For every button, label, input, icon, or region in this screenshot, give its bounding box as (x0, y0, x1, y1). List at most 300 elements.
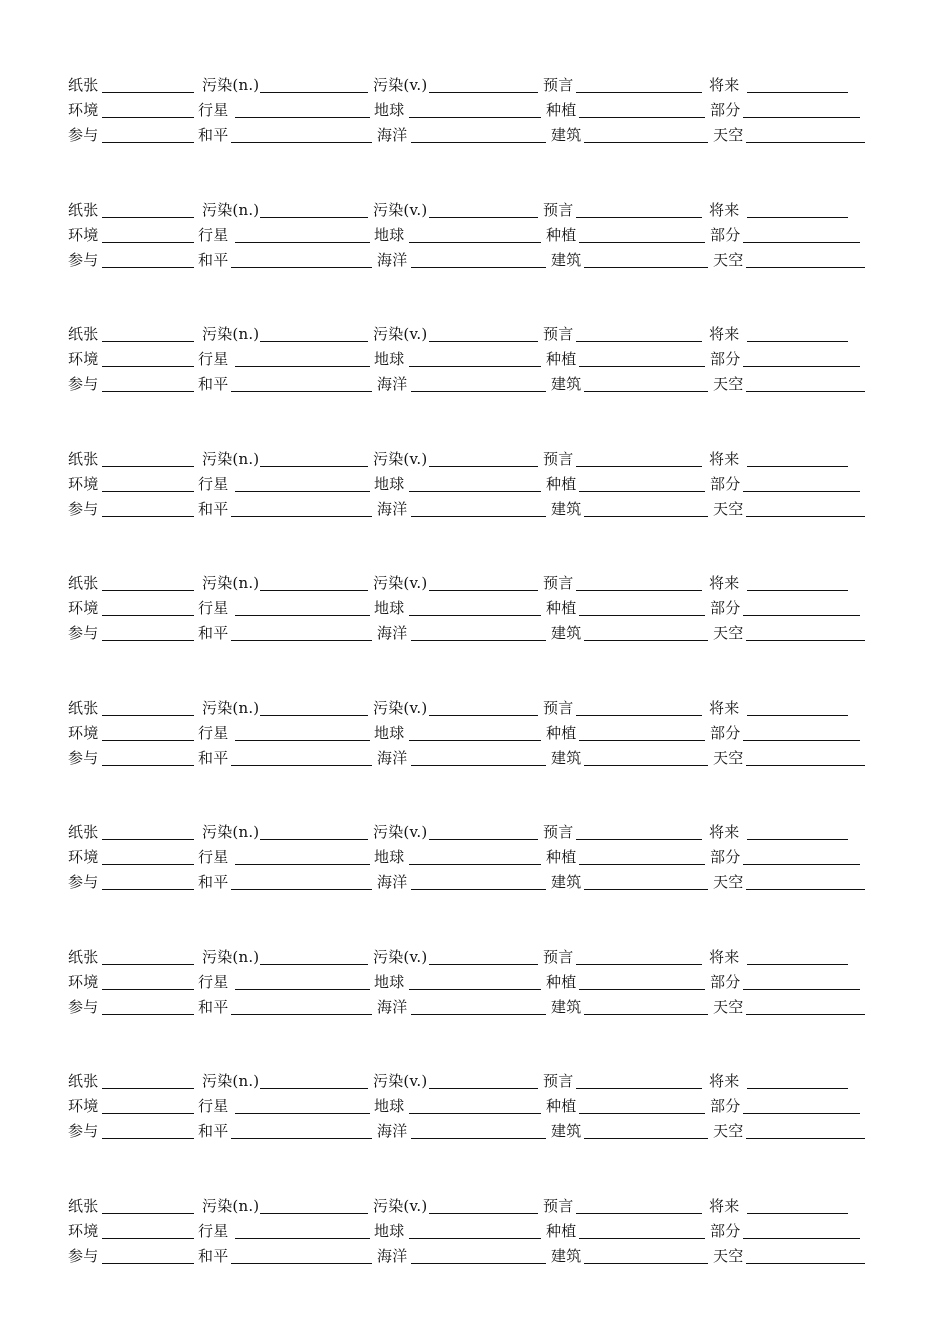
vocab-item (373, 1195, 538, 1217)
answer-blank[interactable] (429, 217, 538, 218)
vocab-item (373, 1070, 538, 1092)
vocab-word: 预言 (543, 574, 574, 592)
answer-blank[interactable] (235, 117, 370, 118)
vocab-row (0, 946, 950, 968)
answer-blank[interactable] (747, 839, 848, 840)
vocab-word: 建筑 (551, 500, 582, 518)
answer-blank[interactable] (260, 590, 368, 591)
answer-blank[interactable] (231, 765, 372, 766)
answer-blank[interactable] (746, 142, 865, 143)
vocab-item (546, 971, 705, 993)
answer-blank[interactable] (584, 1138, 708, 1139)
vocab-word: 海洋 (377, 624, 408, 642)
vocab-item (198, 722, 370, 744)
vocab-word: 种植 (546, 475, 577, 493)
answer-blank[interactable] (102, 640, 194, 641)
answer-blank[interactable] (231, 1014, 372, 1015)
vocab-word: 行星 (198, 101, 229, 119)
vocab-item (68, 1195, 194, 1217)
vocab-word: 天空 (713, 749, 744, 767)
answer-blank[interactable] (102, 889, 194, 890)
vocab-word: 建筑 (551, 624, 582, 642)
answer-blank[interactable] (743, 864, 860, 865)
answer-blank[interactable] (746, 391, 865, 392)
answer-blank[interactable] (429, 1213, 538, 1214)
answer-blank[interactable] (743, 1113, 860, 1114)
answer-blank[interactable] (235, 1113, 370, 1114)
answer-blank[interactable] (746, 640, 865, 641)
vocab-row (0, 1245, 950, 1267)
vocab-word: 将来 (709, 699, 740, 717)
vocab-item (713, 373, 865, 395)
answer-blank[interactable] (429, 92, 538, 93)
vocab-item (68, 74, 194, 96)
vocab-row (0, 1220, 950, 1242)
answer-blank[interactable] (747, 1213, 848, 1214)
vocab-item (710, 99, 860, 121)
answer-blank[interactable] (260, 92, 368, 93)
answer-blank[interactable] (747, 590, 848, 591)
answer-blank[interactable] (411, 516, 546, 517)
answer-blank[interactable] (231, 267, 372, 268)
answer-blank[interactable] (743, 615, 860, 616)
answer-blank[interactable] (584, 267, 708, 268)
vocab-word: 将来 (709, 823, 740, 841)
answer-blank[interactable] (409, 366, 541, 367)
answer-blank[interactable] (102, 242, 194, 243)
answer-blank[interactable] (102, 590, 194, 591)
answer-blank[interactable] (411, 391, 546, 392)
vocab-word: 地球 (374, 599, 405, 617)
vocab-item (543, 697, 702, 719)
vocab-item (373, 697, 538, 719)
answer-blank[interactable] (102, 366, 194, 367)
vocab-item (713, 871, 865, 893)
answer-blank[interactable] (260, 1088, 368, 1089)
answer-blank[interactable] (429, 839, 538, 840)
vocab-item (377, 622, 546, 644)
answer-blank[interactable] (231, 142, 372, 143)
vocab-word: 参与 (68, 873, 99, 891)
answer-blank[interactable] (260, 466, 368, 467)
answer-blank[interactable] (411, 1138, 546, 1139)
vocab-item (68, 199, 194, 221)
answer-blank[interactable] (231, 889, 372, 890)
answer-blank[interactable] (747, 217, 848, 218)
vocab-item (543, 946, 702, 968)
vocab-item (377, 996, 546, 1018)
vocab-word: 将来 (709, 574, 740, 592)
vocab-item (551, 871, 708, 893)
answer-blank[interactable] (584, 516, 708, 517)
answer-blank[interactable] (743, 366, 860, 367)
answer-blank[interactable] (102, 615, 194, 616)
vocab-word: 和平 (198, 873, 229, 891)
vocab-item (710, 473, 860, 495)
answer-blank[interactable] (576, 715, 702, 716)
answer-blank[interactable] (102, 142, 194, 143)
answer-blank[interactable] (429, 715, 538, 716)
vocab-word: 环境 (68, 350, 99, 368)
vocab-word: 预言 (543, 76, 574, 94)
vocab-word: 污染(v.) (373, 450, 428, 468)
vocab-word: 和平 (198, 126, 229, 144)
vocab-word: 污染(v.) (373, 325, 428, 343)
answer-blank[interactable] (409, 1238, 541, 1239)
answer-blank[interactable] (747, 964, 848, 965)
answer-blank[interactable] (576, 964, 702, 965)
answer-blank[interactable] (102, 715, 194, 716)
vocab-row (0, 199, 950, 221)
vocab-word: 纸张 (68, 948, 99, 966)
vocab-word: 和平 (198, 251, 229, 269)
answer-blank[interactable] (102, 341, 194, 342)
vocab-item (374, 99, 541, 121)
vocab-item (202, 199, 368, 221)
answer-blank[interactable] (584, 1263, 708, 1264)
answer-blank[interactable] (102, 491, 194, 492)
answer-blank[interactable] (260, 964, 368, 965)
answer-blank[interactable] (579, 1113, 705, 1114)
vocab-word: 部分 (710, 1222, 741, 1240)
vocab-item (198, 1120, 372, 1142)
answer-blank[interactable] (231, 391, 372, 392)
vocab-row (0, 971, 950, 993)
answer-blank[interactable] (235, 989, 370, 990)
answer-blank[interactable] (743, 989, 860, 990)
answer-blank[interactable] (102, 217, 194, 218)
vocab-word: 行星 (198, 226, 229, 244)
answer-blank[interactable] (411, 640, 546, 641)
vocab-word: 污染(n.) (202, 325, 260, 343)
vocab-item (713, 249, 865, 271)
vocab-word: 建筑 (551, 126, 582, 144)
vocab-word: 纸张 (68, 1072, 99, 1090)
vocab-word: 海洋 (377, 251, 408, 269)
vocab-word: 将来 (709, 201, 740, 219)
answer-blank[interactable] (429, 964, 538, 965)
answer-blank[interactable] (102, 92, 194, 93)
answer-blank[interactable] (576, 466, 702, 467)
vocab-item (198, 99, 370, 121)
vocab-word: 将来 (709, 1072, 740, 1090)
vocab-item (713, 498, 865, 520)
vocab-word: 污染(n.) (202, 1072, 260, 1090)
answer-blank[interactable] (743, 491, 860, 492)
answer-blank[interactable] (260, 217, 368, 218)
answer-blank[interactable] (235, 366, 370, 367)
vocab-item (373, 199, 538, 221)
vocab-word: 地球 (374, 848, 405, 866)
answer-blank[interactable] (746, 1263, 865, 1264)
vocab-word: 地球 (374, 1222, 405, 1240)
vocab-item (543, 1195, 702, 1217)
vocab-word: 种植 (546, 1097, 577, 1115)
answer-blank[interactable] (102, 964, 194, 965)
vocab-item (68, 1070, 194, 1092)
answer-blank[interactable] (102, 1138, 194, 1139)
vocab-word: 污染(v.) (373, 201, 428, 219)
vocab-word: 污染(v.) (373, 948, 428, 966)
vocab-word: 部分 (710, 475, 741, 493)
vocab-item (198, 846, 370, 868)
answer-blank[interactable] (429, 1088, 538, 1089)
answer-blank[interactable] (746, 1138, 865, 1139)
answer-blank[interactable] (102, 117, 194, 118)
vocab-word: 和平 (198, 998, 229, 1016)
vocab-word: 天空 (713, 873, 744, 891)
vocab-word: 部分 (710, 226, 741, 244)
answer-blank[interactable] (231, 640, 372, 641)
answer-blank[interactable] (235, 740, 370, 741)
vocab-item (709, 323, 848, 345)
vocab-word: 环境 (68, 1222, 99, 1240)
vocab-item (198, 498, 372, 520)
vocab-word: 纸张 (68, 325, 99, 343)
vocab-word: 天空 (713, 624, 744, 642)
vocab-item (377, 373, 546, 395)
answer-blank[interactable] (584, 889, 708, 890)
vocab-word: 行星 (198, 350, 229, 368)
vocab-item (68, 622, 194, 644)
vocab-word: 海洋 (377, 375, 408, 393)
answer-blank[interactable] (409, 242, 541, 243)
vocab-item (710, 1095, 860, 1117)
vocab-word: 和平 (198, 375, 229, 393)
vocab-item (374, 722, 541, 744)
answer-blank[interactable] (409, 740, 541, 741)
answer-blank[interactable] (102, 864, 194, 865)
vocab-item (68, 99, 194, 121)
vocab-item (551, 373, 708, 395)
answer-blank[interactable] (584, 1014, 708, 1015)
answer-blank[interactable] (231, 1263, 372, 1264)
answer-blank[interactable] (747, 466, 848, 467)
answer-blank[interactable] (746, 765, 865, 766)
vocab-item (374, 1220, 541, 1242)
answer-blank[interactable] (576, 92, 702, 93)
vocab-item (202, 323, 368, 345)
answer-blank[interactable] (409, 989, 541, 990)
answer-blank[interactable] (747, 715, 848, 716)
vocab-word: 纸张 (68, 823, 99, 841)
answer-blank[interactable] (102, 740, 194, 741)
vocab-word: 污染(n.) (202, 1197, 260, 1215)
vocab-item (710, 1220, 860, 1242)
answer-blank[interactable] (746, 889, 865, 890)
vocab-item (68, 373, 194, 395)
answer-blank[interactable] (411, 765, 546, 766)
answer-blank[interactable] (102, 466, 194, 467)
vocab-word: 参与 (68, 500, 99, 518)
answer-blank[interactable] (102, 1014, 194, 1015)
answer-blank[interactable] (584, 391, 708, 392)
answer-blank[interactable] (235, 864, 370, 865)
answer-blank[interactable] (584, 640, 708, 641)
vocab-item (713, 1245, 865, 1267)
vocab-item (373, 821, 538, 843)
answer-blank[interactable] (579, 117, 705, 118)
vocab-item (202, 697, 368, 719)
answer-blank[interactable] (235, 491, 370, 492)
vocab-item (68, 1245, 194, 1267)
answer-blank[interactable] (584, 765, 708, 766)
vocab-word: 环境 (68, 973, 99, 991)
answer-blank[interactable] (102, 989, 194, 990)
answer-blank[interactable] (584, 142, 708, 143)
vocab-item (373, 946, 538, 968)
answer-blank[interactable] (409, 615, 541, 616)
vocab-item (68, 946, 194, 968)
answer-blank[interactable] (411, 889, 546, 890)
answer-blank[interactable] (747, 92, 848, 93)
vocab-item (68, 348, 194, 370)
answer-blank[interactable] (743, 117, 860, 118)
vocab-item (709, 448, 848, 470)
vocab-word: 天空 (713, 251, 744, 269)
vocab-item (546, 597, 705, 619)
vocab-word: 预言 (543, 948, 574, 966)
answer-blank[interactable] (747, 341, 848, 342)
vocab-word: 海洋 (377, 998, 408, 1016)
answer-blank[interactable] (260, 839, 368, 840)
answer-blank[interactable] (576, 341, 702, 342)
vocab-word: 预言 (543, 450, 574, 468)
answer-blank[interactable] (102, 267, 194, 268)
answer-blank[interactable] (260, 341, 368, 342)
vocab-word: 参与 (68, 126, 99, 144)
vocab-item (68, 323, 194, 345)
vocab-word: 部分 (710, 599, 741, 617)
answer-blank[interactable] (260, 715, 368, 716)
answer-blank[interactable] (411, 267, 546, 268)
vocab-row (0, 622, 950, 644)
answer-blank[interactable] (746, 267, 865, 268)
answer-blank[interactable] (743, 1238, 860, 1239)
answer-blank[interactable] (411, 1014, 546, 1015)
vocab-word: 天空 (713, 375, 744, 393)
answer-blank[interactable] (429, 341, 538, 342)
answer-blank[interactable] (429, 590, 538, 591)
answer-blank[interactable] (102, 839, 194, 840)
vocab-item (68, 1120, 194, 1142)
answer-blank[interactable] (747, 1088, 848, 1089)
answer-blank[interactable] (235, 1238, 370, 1239)
vocab-word: 行星 (198, 1097, 229, 1115)
vocab-word: 污染(v.) (373, 1197, 428, 1215)
answer-blank[interactable] (746, 1014, 865, 1015)
answer-blank[interactable] (102, 1088, 194, 1089)
vocab-row (0, 1120, 950, 1142)
answer-blank[interactable] (260, 1213, 368, 1214)
vocab-word: 预言 (543, 823, 574, 841)
answer-blank[interactable] (579, 864, 705, 865)
answer-blank[interactable] (576, 1088, 702, 1089)
vocab-word: 污染(v.) (373, 574, 428, 592)
vocab-word: 行星 (198, 848, 229, 866)
answer-blank[interactable] (411, 142, 546, 143)
vocab-row (0, 448, 950, 470)
vocab-item (68, 249, 194, 271)
vocab-row (0, 74, 950, 96)
answer-blank[interactable] (579, 366, 705, 367)
answer-blank[interactable] (102, 516, 194, 517)
answer-blank[interactable] (579, 615, 705, 616)
vocab-word: 预言 (543, 699, 574, 717)
answer-blank[interactable] (411, 1263, 546, 1264)
vocab-item (68, 597, 194, 619)
vocab-item (713, 747, 865, 769)
answer-blank[interactable] (235, 615, 370, 616)
vocab-word: 部分 (710, 350, 741, 368)
answer-blank[interactable] (743, 242, 860, 243)
vocab-word: 地球 (374, 724, 405, 742)
vocab-item (709, 946, 848, 968)
vocab-item (68, 722, 194, 744)
vocab-word: 建筑 (551, 1247, 582, 1265)
vocab-item (373, 448, 538, 470)
answer-blank[interactable] (102, 1113, 194, 1114)
vocab-item (551, 1245, 708, 1267)
answer-blank[interactable] (102, 391, 194, 392)
vocab-word: 建筑 (551, 749, 582, 767)
vocab-row (0, 871, 950, 893)
vocab-word: 参与 (68, 251, 99, 269)
answer-blank[interactable] (409, 1113, 541, 1114)
answer-blank[interactable] (429, 466, 538, 467)
answer-blank[interactable] (576, 839, 702, 840)
answer-blank[interactable] (102, 1263, 194, 1264)
answer-blank[interactable] (579, 989, 705, 990)
answer-blank[interactable] (102, 1238, 194, 1239)
answer-blank[interactable] (102, 1213, 194, 1214)
vocab-row (0, 124, 950, 146)
answer-blank[interactable] (102, 765, 194, 766)
vocab-item (374, 971, 541, 993)
vocab-item (68, 473, 194, 495)
answer-blank[interactable] (576, 590, 702, 591)
vocab-word: 污染(n.) (202, 574, 260, 592)
vocab-word: 地球 (374, 226, 405, 244)
answer-blank[interactable] (746, 516, 865, 517)
vocab-item (551, 747, 708, 769)
vocab-word: 海洋 (377, 500, 408, 518)
answer-blank[interactable] (409, 117, 541, 118)
answer-blank[interactable] (231, 516, 372, 517)
vocab-item (198, 1095, 370, 1117)
answer-blank[interactable] (409, 491, 541, 492)
answer-blank[interactable] (743, 740, 860, 741)
vocab-item (709, 697, 848, 719)
vocab-word: 纸张 (68, 450, 99, 468)
vocab-item (373, 74, 538, 96)
answer-blank[interactable] (409, 864, 541, 865)
answer-blank[interactable] (576, 1213, 702, 1214)
answer-blank[interactable] (579, 242, 705, 243)
answer-blank[interactable] (579, 740, 705, 741)
answer-blank[interactable] (579, 1238, 705, 1239)
vocab-word: 纸张 (68, 1197, 99, 1215)
answer-blank[interactable] (231, 1138, 372, 1139)
vocab-word: 和平 (198, 1122, 229, 1140)
vocab-word: 建筑 (551, 251, 582, 269)
vocab-row (0, 821, 950, 843)
answer-blank[interactable] (579, 491, 705, 492)
vocab-item (377, 124, 546, 146)
answer-blank[interactable] (235, 242, 370, 243)
answer-blank[interactable] (576, 217, 702, 218)
vocab-item (543, 323, 702, 345)
